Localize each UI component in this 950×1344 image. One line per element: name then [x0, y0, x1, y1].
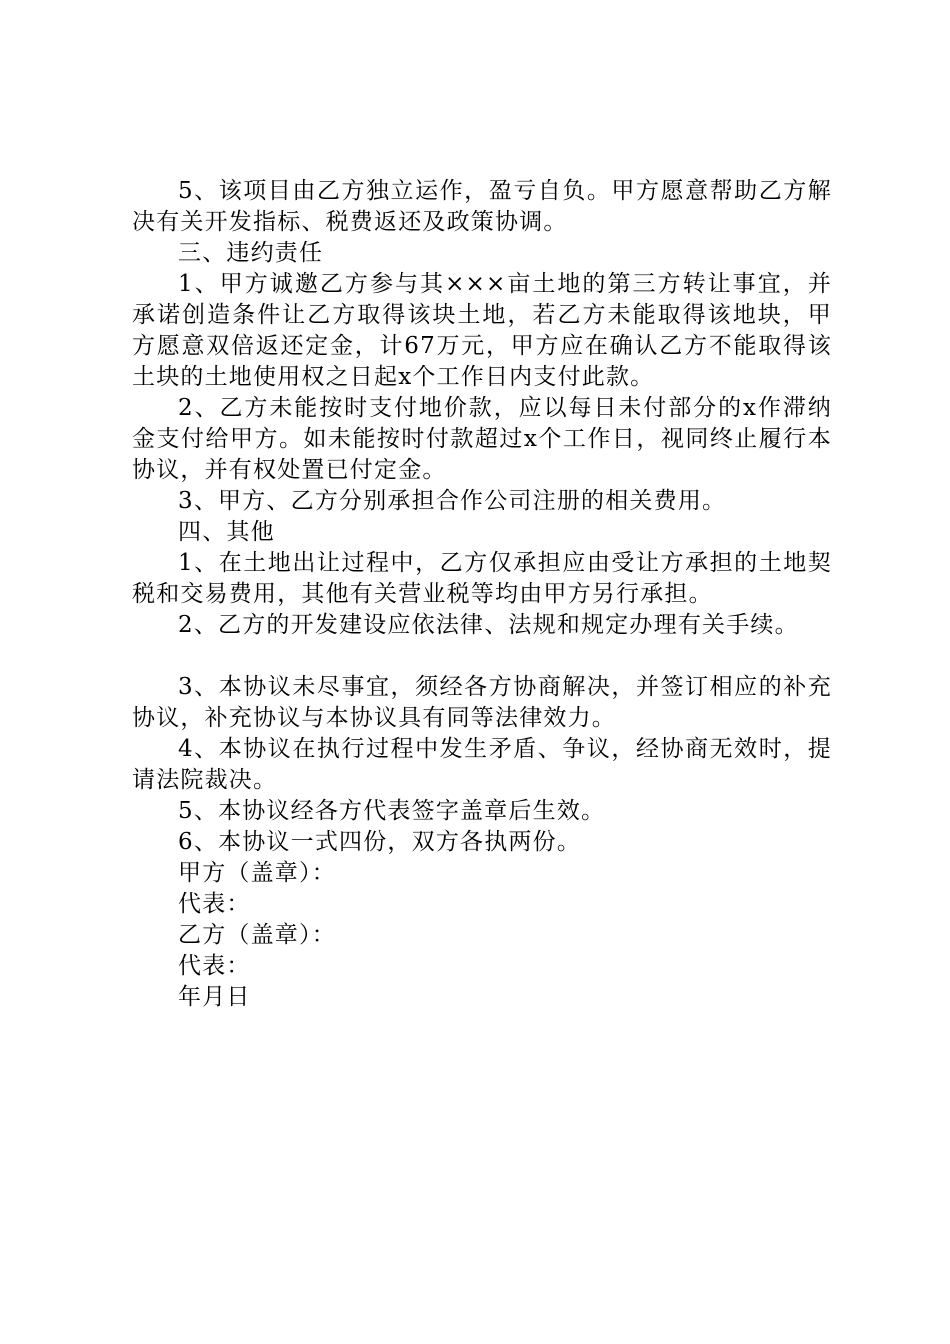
- signature-rep-b: 代表：: [178, 953, 251, 979]
- paragraph-other-4: 4、本协议在执行过程中发生矛盾、争议，经协商无效时，提请法院裁决。: [132, 736, 832, 793]
- signature-party-a: 甲方（盖章）：: [178, 860, 336, 886]
- paragraph-other-5: 5、本协议经各方代表签字盖章后生效。: [178, 798, 606, 824]
- blank-line: [132, 641, 832, 672]
- signature-rep-a: 代表：: [178, 891, 251, 917]
- document-body: [132, 176, 832, 1013]
- section-heading-breach: 三、违约责任: [178, 240, 324, 266]
- paragraph-other-1: 1、在土地出让过程中，乙方仅承担应由受让方承担的土地契税和交易费用，其他有关营业税等均由甲方另行承担。: [132, 550, 832, 607]
- signature-party-b: 乙方（盖章）：: [178, 922, 336, 948]
- paragraph-breach-3: 3、甲方、乙方分别承担合作公司注册的相关费用。: [178, 488, 727, 514]
- paragraph-breach-1: 1、甲方诚邀乙方参与其×××亩土地的第三方转让事宜，并承诺创造条件让乙方取得该块土地，若乙方未能取得该地块，甲方愿意双倍返还定金，计67万元，甲方应在确认乙方不能取得该土块的土地使用权之日起x个工作日内支付此款。: [132, 271, 832, 390]
- paragraph-other-3: 3、本协议未尽事宜，须经各方协商解决，并签订相应的补充协议，补充协议与本协议具有同等法律效力。: [132, 674, 832, 731]
- signature-date: 年月日: [178, 984, 251, 1010]
- paragraph-other-6: 6、本协议一式四份，双方各执两份。: [178, 829, 582, 855]
- section-heading-other: 四、其他: [178, 519, 275, 545]
- paragraph-breach-2: 2、乙方未能按时支付地价款，应以每日未付部分的x作滞纳金支付给甲方。如未能按时付款超过x个工作日，视同终止履行本协议，并有权处置已付定金。: [132, 395, 832, 483]
- paragraph-project-operation: 5、该项目由乙方独立运作，盈亏自负。甲方愿意帮助乙方解决有关开发指标、税费返还及政策协调。: [132, 178, 832, 235]
- paragraph-other-2: 2、乙方的开发建设应依法律、法规和规定办理有关手续。: [178, 612, 799, 638]
